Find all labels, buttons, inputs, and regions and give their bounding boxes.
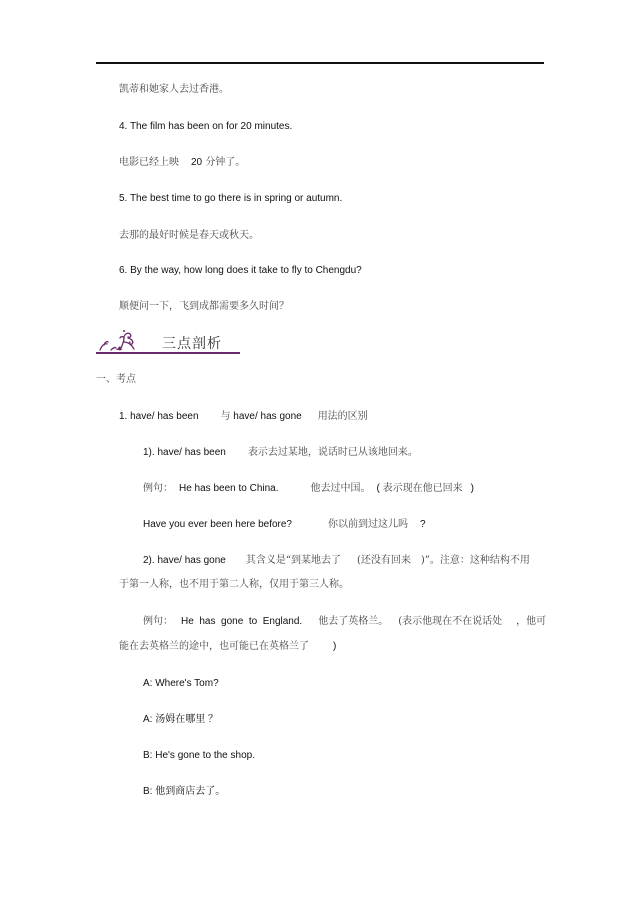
chinese-text: 表示现在他已回来 [382,483,463,494]
english-text: 4. The film has been on for 20 minutes. [119,121,293,132]
sentence-5 [119,192,342,206]
chinese-text: 用法的区别 [317,411,368,422]
paren-close: ) [333,641,337,652]
english-text: 6. By the way, how long does it take to fly to Chengdu? [119,265,362,276]
dialogue-text: A: Where's Tom? [143,678,219,689]
chinese-text: 凯蒂和她家人去过香港。 [119,84,229,95]
english-text: Have you ever been here before? [143,519,292,530]
point-1-1 [143,446,418,460]
translation-line [119,300,289,314]
translation-line [119,156,245,170]
chinese-text: 电影已经上映 [119,157,179,168]
chinese-text: 你以前到过这儿吗 [328,519,408,530]
sentence-6 [119,264,362,278]
floral-ornament-icon [94,328,154,354]
chinese-text: 顺便问一下，飞到成都需要多久时间？ [119,301,289,312]
english-text: 1. have/ has been [119,411,199,422]
english-text: He has gone to England. [181,616,303,627]
chinese-text: ，他可 [516,616,547,627]
chinese-text: 表示去过某地，说话时已从该地回来。 [247,447,418,458]
translation-line [119,229,259,243]
dialogue-text: B: 他到商店去了。 [143,786,226,797]
english-text: 2). have/ has gone [143,555,226,566]
chinese-text: 能在去英格兰的途中，也可能已在英格兰了 [119,641,309,652]
chinese-text: 分钟了。 [205,157,246,168]
chinese-text: 他去过中国。 [310,483,371,494]
chinese-text: (还没有回来 [356,555,411,566]
section-title: 三点剖析 [162,336,222,352]
dialogue-line [143,713,218,727]
point-1-2-continued [119,578,349,592]
point-1-2 [143,554,530,568]
chinese-text: )”。注意：这种结构不用 [420,555,530,566]
subheading [96,373,136,387]
dialogue-line [143,677,219,691]
chinese-text: 与 [220,411,231,422]
header-rule [96,62,544,64]
chinese-text: 于第一人称，也不用于第二人称，仅用于第三人称。 [119,579,349,590]
example-2-continued [119,640,336,654]
chinese-text: (表示他现在不在说话处 [398,616,503,627]
dialogue-text: B: He's gone to the shop. [143,750,255,761]
translation-line [119,83,229,97]
dialogue-line [143,785,225,799]
sentence-4 [119,120,292,134]
question-mark: ? [420,519,426,530]
example-label: 例句： [143,483,173,494]
english-text: have/ has gone [233,411,302,422]
paren-open: ( [376,483,380,494]
example-1 [143,482,474,496]
english-text: 1). have/ has been [143,447,226,458]
section-header [94,328,240,356]
example-2 [143,615,546,629]
section-underline [96,352,240,354]
subheading-text: 一、考点 [96,374,136,385]
example-label: 例句： [143,616,173,627]
point-1-heading [119,410,368,424]
english-text: He has been to China. [179,483,279,494]
dialogue-text: A: 汤姆在哪里 ？ [143,714,219,725]
chinese-text: 他去了英格兰。 [318,616,389,627]
paren-close: ) [470,483,474,494]
dialogue-line [143,749,255,763]
chinese-text: 去那的最好时候是春天或秋天。 [119,230,259,241]
number-text: 20 [191,157,203,168]
english-text: 5. The best time to go there is in spring or autumn. [119,193,343,204]
chinese-text: 其含义是“到某地去了 [245,555,341,566]
example-1b [143,518,426,532]
